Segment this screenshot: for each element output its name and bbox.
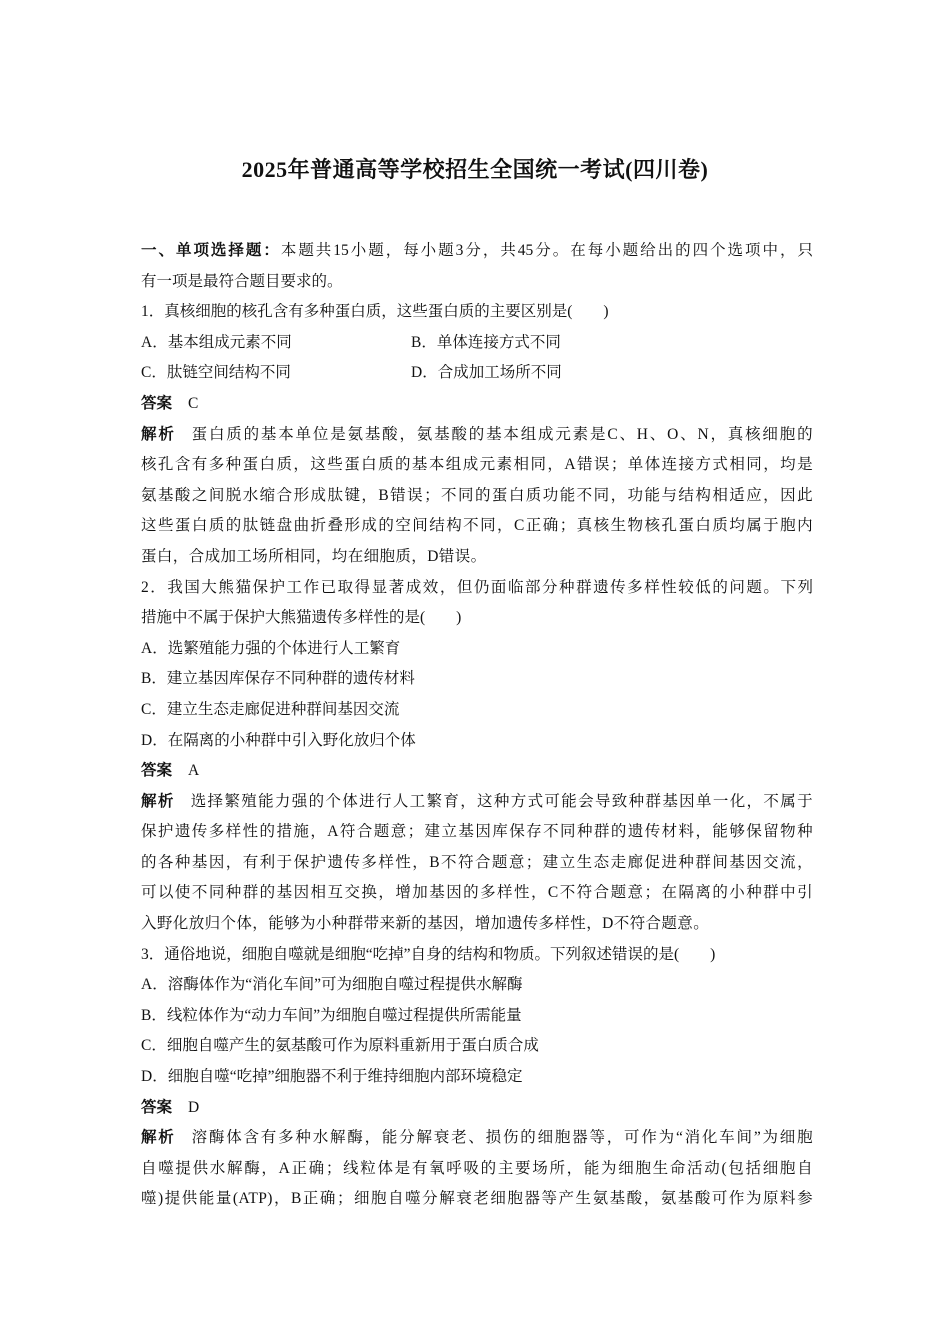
explanation-line: 核孔含有多种蛋白质，这些蛋白质的基本组成元素相同，A错误；单体连接方式相同，均是 bbox=[141, 456, 813, 474]
answer-value: D bbox=[188, 1098, 200, 1116]
answer-label: 答案 bbox=[141, 394, 173, 412]
answer-value: A bbox=[188, 762, 200, 780]
answer-value: C bbox=[188, 394, 199, 412]
explanation-line: 入野化放归个体，能够为小种群带来新的基因，增加遗传多样性，D不符合题意。 bbox=[141, 915, 710, 933]
option-c: C．细胞自噬产生的氨基酸可作为原料重新用于蛋白质合成 bbox=[141, 1037, 539, 1055]
section-intro-text: 本题共15小题，每小题3分，共45分。在每小题给出的四个选项中，只 bbox=[280, 242, 813, 259]
explanation-text: 蛋白质的基本单位是氨基酸，氨基酸的基本组成元素是C、H、O、N，真核细胞的 bbox=[191, 425, 813, 443]
option-d: D．细胞自噬“吃掉”细胞器不利于维持细胞内部环境稳定 bbox=[141, 1068, 523, 1086]
explanation-line: 氨基酸之间脱水缩合形成肽键，B错误；不同的蛋白质功能不同，功能与结构相适应，因此 bbox=[141, 486, 813, 504]
option-c: C．肽链空间结构不同 bbox=[141, 364, 291, 382]
answer-line bbox=[141, 756, 813, 787]
answer-line bbox=[141, 389, 813, 420]
answer-label: 答案 bbox=[141, 762, 173, 780]
option-d: D．合成加工场所不同 bbox=[411, 364, 562, 382]
explanation-line: 这些蛋白质的肽链盘曲折叠形成的空间结构不同，C正确；真核生物核孔蛋白质均属于胞内 bbox=[141, 517, 813, 535]
answer-line bbox=[141, 1093, 813, 1124]
explanation-label: 解析 bbox=[141, 425, 176, 443]
answer-label: 答案 bbox=[141, 1098, 173, 1116]
option-a: A．溶酶体作为“消化车间”可为细胞自噬过程提供水解酶 bbox=[141, 976, 523, 994]
explanation-text: 溶酶体含有多种水解酶，能分解衰老、损伤的细胞器等，可作为“消化车间”为细胞 bbox=[191, 1129, 813, 1147]
question-3 bbox=[141, 940, 813, 1215]
explanation-line bbox=[141, 787, 813, 818]
option-b: B．单体连接方式不同 bbox=[411, 333, 561, 351]
explanation-line: 可以使不同种群的基因相互交换，增加基因的多样性，C不符合题意；在隔离的小种群中引 bbox=[141, 884, 813, 902]
option-d: D．在隔离的小种群中引入野化放归个体 bbox=[141, 731, 416, 749]
question-stem: 1．真核细胞的核孔含有多种蛋白质，这些蛋白质的主要区别是( ) bbox=[141, 303, 609, 321]
explanation-label: 解析 bbox=[141, 792, 175, 810]
option-b: B．线粒体作为“动力车间”为细胞自噬过程提供所需能量 bbox=[141, 1006, 522, 1024]
option-row bbox=[141, 358, 813, 389]
document-body bbox=[141, 236, 813, 1215]
explanation-line: 的各种基因，有利于保护遗传多样性，B不符合题意；建立生态走廊促进种群间基因交流， bbox=[141, 853, 813, 871]
explanation-line bbox=[141, 1123, 813, 1154]
option-b: B．建立基因库保存不同种群的遗传材料 bbox=[141, 670, 415, 688]
explanation-line: 噬)提供能量(ATP)，B正确；细胞自噬分解衰老细胞器等产生氨基酸，氨基酸可作为原料参 bbox=[141, 1190, 813, 1208]
explanation-line: 蛋白，合成加工场所相同，均在细胞质，D错误。 bbox=[141, 547, 487, 565]
question-stem: 3．通俗地说，细胞自噬就是细胞“吃掉”自身的结构和物质。下列叙述错误的是( ) bbox=[141, 945, 716, 963]
explanation-line: 保护遗传多样性的措施，A符合题意；建立基因库保存不同种群的遗传材料，能够保留物种 bbox=[141, 823, 813, 841]
option-a: A．基本组成元素不同 bbox=[141, 333, 292, 351]
explanation-line: 自噬提供水解酶，A正确；线粒体是有氧呼吸的主要场所，能为细胞生命活动(包括细胞自 bbox=[141, 1159, 813, 1177]
question-stem: 措施中不属于保护大熊猫遗传多样性的是( ) bbox=[141, 609, 462, 627]
section-heading: 一、单项选择题： bbox=[141, 242, 281, 259]
question-2 bbox=[141, 573, 813, 940]
explanation-line bbox=[141, 420, 813, 451]
explanation-text: 选择繁殖能力强的个体进行人工繁育，这种方式可能会导致种群基因单一化，不属于 bbox=[190, 792, 813, 810]
page-title: 2025年普通高等学校招生全国统一考试(四川卷) bbox=[241, 157, 709, 182]
option-c: C．建立生态走廊促进种群间基因交流 bbox=[141, 700, 400, 718]
option-a: A．选繁殖能力强的个体进行人工繁育 bbox=[141, 639, 401, 657]
explanation-label: 解析 bbox=[141, 1129, 176, 1147]
question-1 bbox=[141, 297, 813, 572]
section-intro bbox=[141, 236, 813, 267]
section-intro-line: 有一项是最符合题目要求的。 bbox=[141, 272, 343, 290]
option-row bbox=[141, 328, 813, 359]
question-stem: 2．我国大熊猫保护工作已取得显著成效，但仍面临部分种群遗传多样性较低的问题。下列 bbox=[141, 578, 813, 596]
